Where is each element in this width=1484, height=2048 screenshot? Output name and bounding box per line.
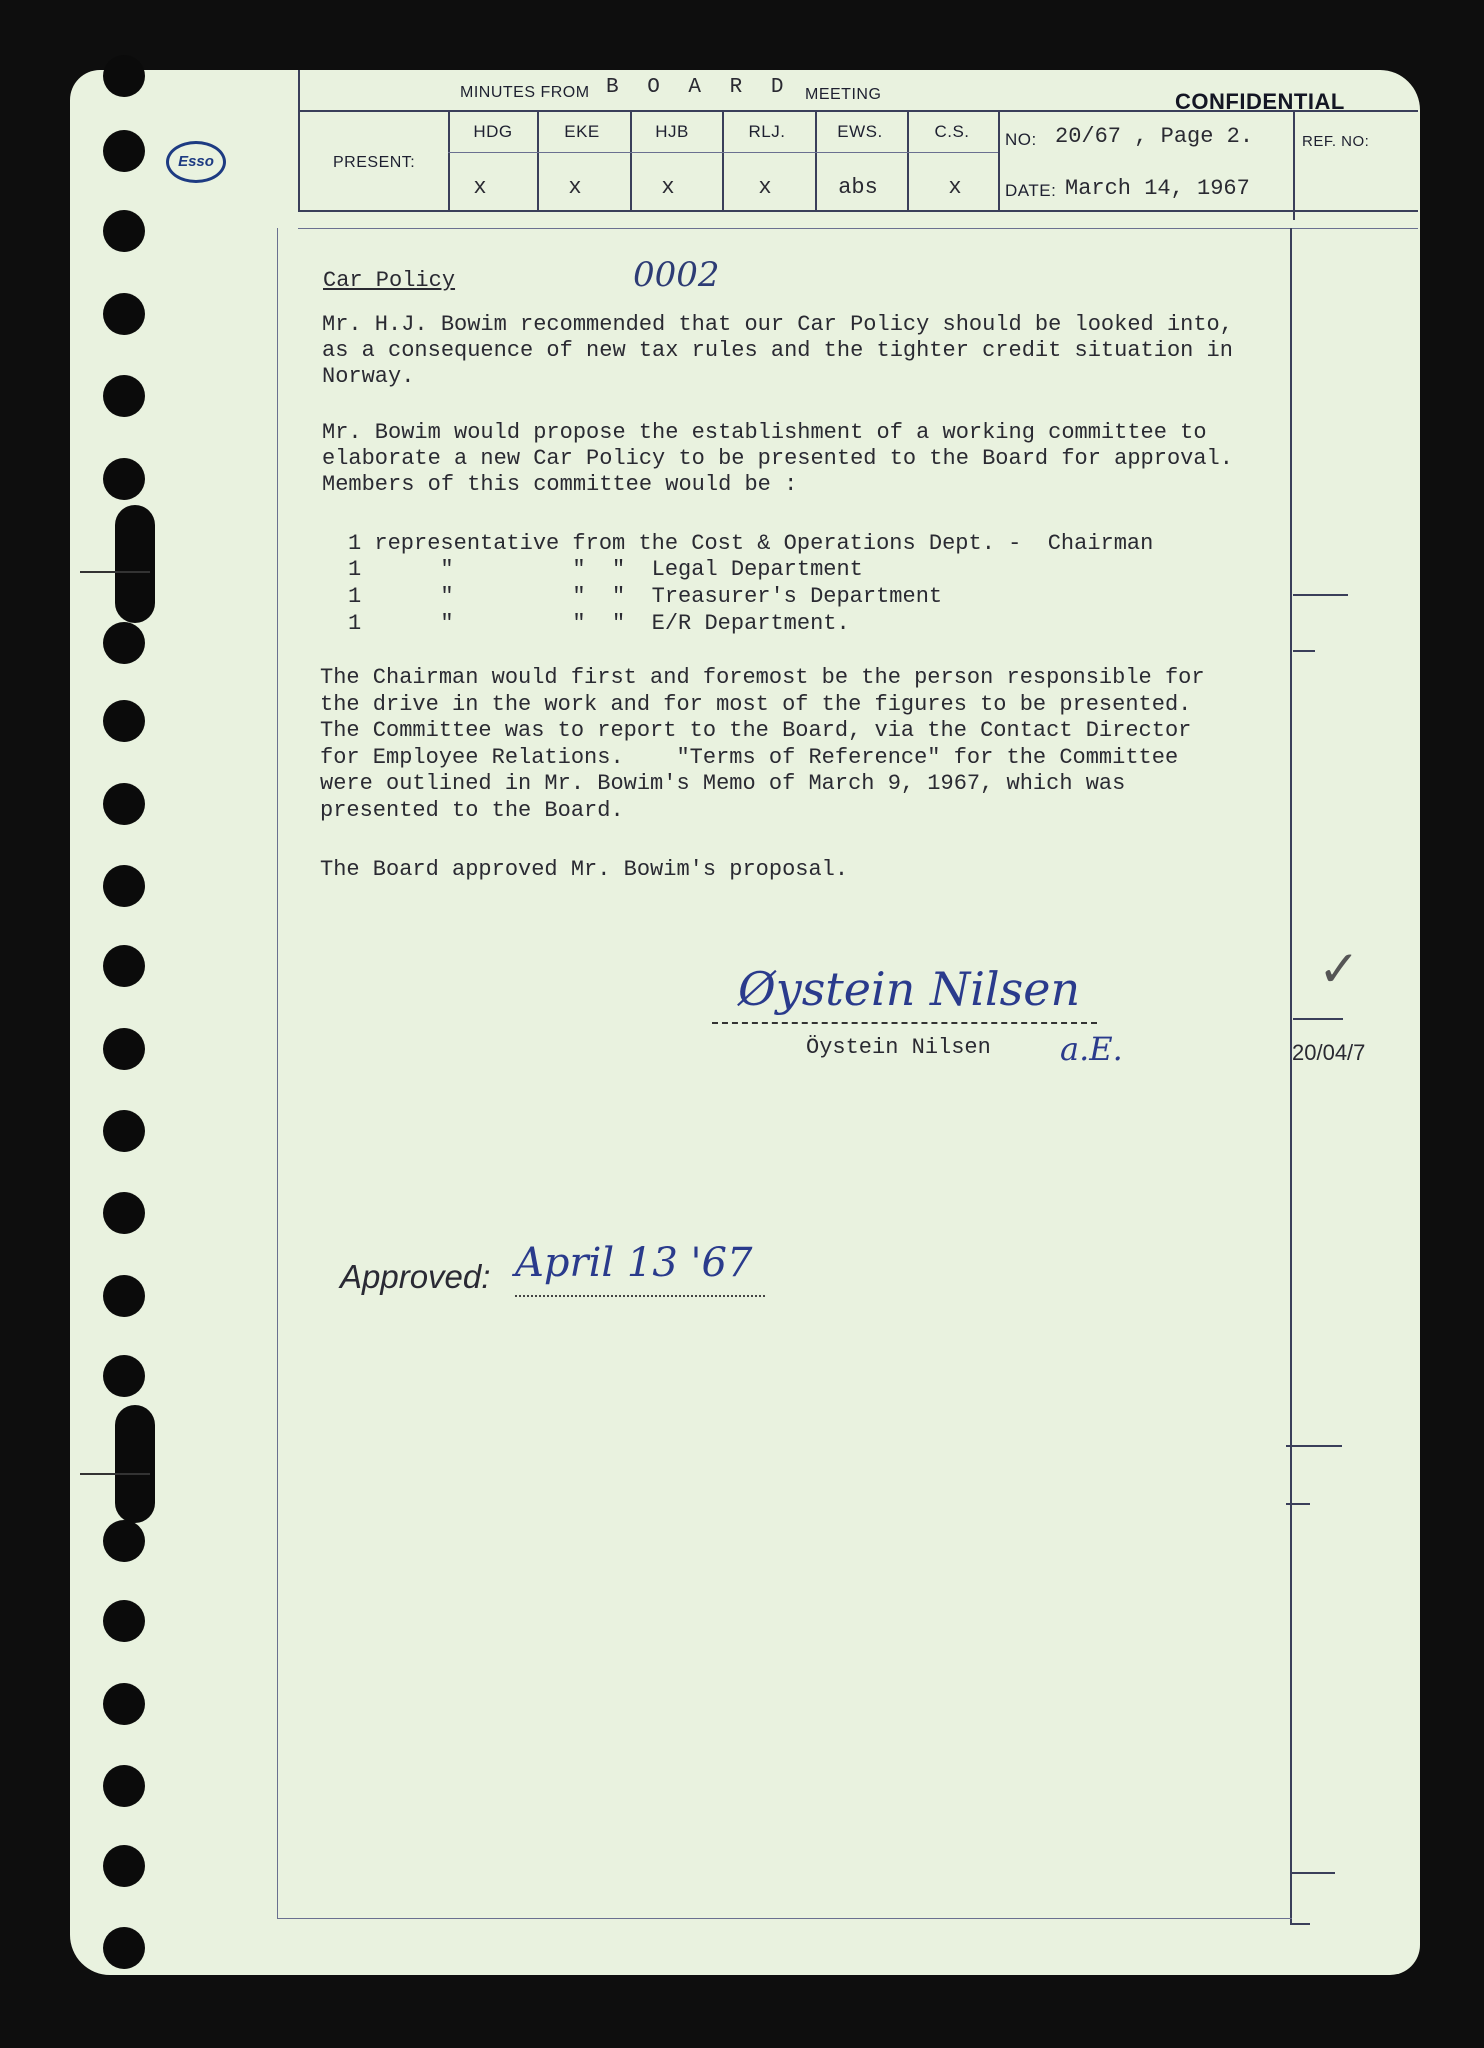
list-item: 1 " " " E/R Department. bbox=[348, 611, 850, 636]
handwritten-number: 0002 bbox=[633, 255, 720, 295]
attendee-initials: HJB bbox=[655, 122, 689, 141]
present-label: PRESENT: bbox=[333, 154, 416, 171]
margin-rule bbox=[1293, 594, 1348, 596]
paragraph-proposal: Mr. Bowim would propose the establishment of a working committee to elaborate a new Car Policy to be presented to the Board for approval. Members of this committee would be : bbox=[322, 420, 1233, 497]
signature-line bbox=[712, 1022, 1097, 1024]
approval-date: April 13 '67 bbox=[515, 1240, 753, 1286]
classification-label: CONFIDENTIAL bbox=[1175, 89, 1345, 114]
list-item: 1 " " " Treasurer's Department bbox=[348, 584, 943, 609]
check-mark-icon: ✓ bbox=[1318, 940, 1360, 998]
meeting-date: March 14, 1967 bbox=[1065, 176, 1250, 201]
body-name: B O A R D bbox=[606, 76, 792, 99]
margin-rule bbox=[1286, 1503, 1310, 1505]
attendee-initials: EWS. bbox=[837, 122, 883, 141]
meeting-number: 20/67 , Page 2. bbox=[1055, 124, 1254, 149]
paragraph-recommendation: Mr. H.J. Bowim recommended that our Car Policy should be looked into, as a consequence of new tax rules and the tighter credit situation in Norway. bbox=[322, 312, 1233, 389]
attendance-mark: x bbox=[473, 175, 487, 200]
meeting-label: MEETING bbox=[805, 86, 882, 103]
no-label: NO: bbox=[1005, 130, 1037, 149]
attendance-mark: x bbox=[568, 175, 582, 200]
list-item: 1 representative from the Cost & Operations Dept. - Chairman bbox=[348, 531, 1154, 556]
handwritten-signature: Øystein Nilsen bbox=[738, 962, 1081, 1016]
handwritten-initials: a.E. bbox=[1060, 1030, 1123, 1068]
approval-underline bbox=[515, 1295, 765, 1297]
attendee-initials: C.S. bbox=[934, 122, 970, 141]
typed-signatory-name: Öystein Nilsen bbox=[806, 1035, 991, 1060]
attendee-initials: HDG bbox=[473, 122, 513, 141]
approved-label: Approved: bbox=[340, 1258, 491, 1295]
subject-heading: Car Policy bbox=[323, 268, 456, 293]
minutes-from-label: MINUTES FROM bbox=[460, 84, 590, 101]
ref-no-label: REF. NO: bbox=[1302, 133, 1370, 150]
paragraph-chairman: The Chairman would first and foremost be the person responsible for the drive in the work and for most of the figures to be presented. The Committee was to report to the Board, via the Contact Director for Employee Relations. "Terms of Reference" for the Committee were outlined in Mr. Bowim's Memo of March 9, 1967, which was presented to the Board. bbox=[320, 665, 1205, 823]
attendance-mark: x bbox=[661, 175, 675, 200]
attendance-mark: abs bbox=[838, 175, 878, 200]
attendance-mark: x bbox=[948, 175, 962, 200]
margin-date: 20/04/7 bbox=[1292, 1040, 1366, 1065]
margin-rule bbox=[1293, 650, 1315, 652]
date-label: DATE: bbox=[1005, 181, 1057, 200]
attendance-mark: x bbox=[758, 175, 772, 200]
attendee-initials: RLJ. bbox=[748, 122, 786, 141]
margin-rule bbox=[1290, 1872, 1335, 1874]
attendee-initials: EKE bbox=[564, 122, 600, 141]
esso-logo: Esso bbox=[166, 141, 226, 183]
margin-rule bbox=[1293, 1018, 1343, 1020]
margin-rule bbox=[1286, 1445, 1342, 1447]
paragraph-approval: The Board approved Mr. Bowim's proposal. bbox=[320, 857, 849, 882]
list-item: 1 " " " Legal Department bbox=[348, 557, 863, 582]
